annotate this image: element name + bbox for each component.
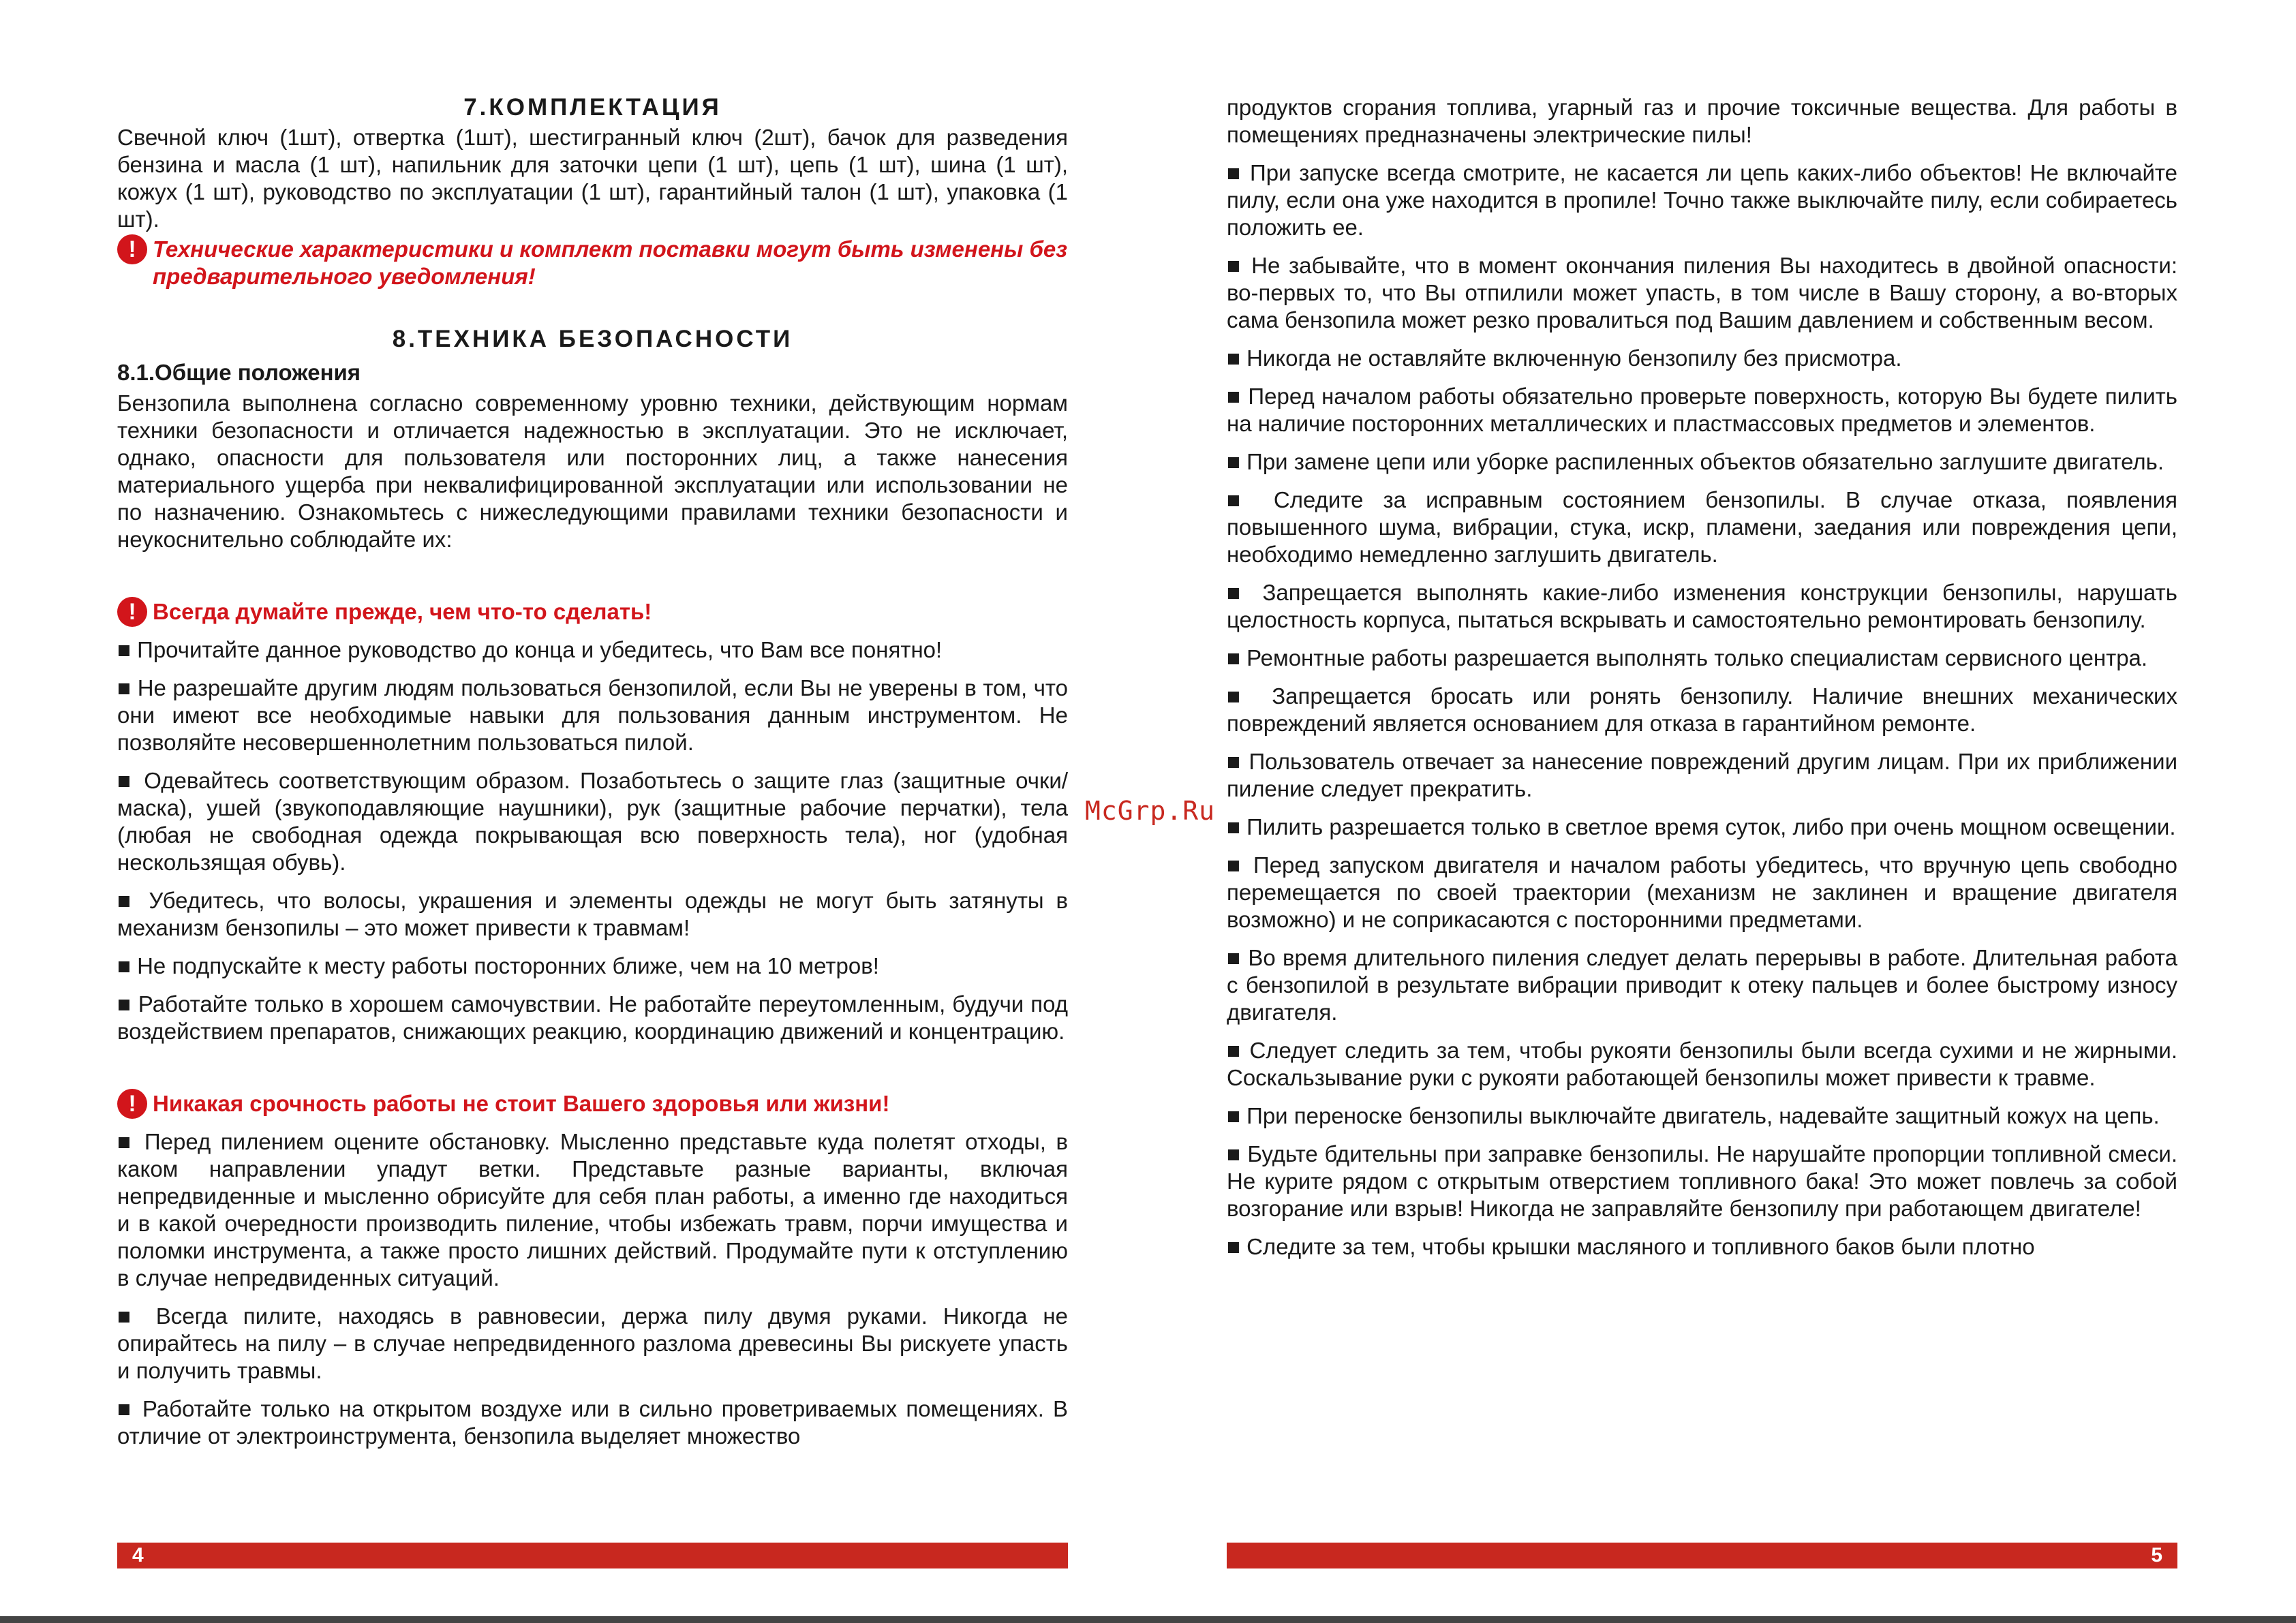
list-item: ■ Убедитесь, что волосы, украшения и элементы одежды не могут быть затянуты в механизм бензопилы – это может привести к травмам!: [117, 888, 1068, 940]
list-item: ■ Никогда не оставляйте включенную бензопилу без присмотра.: [1227, 345, 1902, 371]
list-item: ■ Перед началом работы обязательно проверьте поверхность, которую Вы будете пилить на наличие посторонних металлических и пластмассовых предметов и элементов.: [1227, 384, 2177, 436]
left-page: [117, 89, 1068, 1461]
watermark: McGrp.Ru: [1085, 796, 1216, 826]
page-footer-left: [117, 1543, 1068, 1568]
subsection-8-1-title: 8.1.Общие положения: [117, 360, 361, 385]
page-footer-right: [1227, 1543, 2177, 1568]
warning-think: [117, 598, 1068, 627]
list-item: ■ При запуске всегда смотрите, не касается ли цепь каких-либо объектов! Не включайте пилу, если она уже находится в пропиле! Точно также выключайте пилу, если собираетесь положить ее.: [1227, 160, 2177, 240]
list-item: ■ Будьте бдительны при заправке бензопилы. Не нарушайте пропорции топливной смеси. Не курите рядом с открытым отверстием топливного бака! Это может повлечь за собой возгорание или взрыв! Никогда не заправляйте бензопилу при работающем двигателе!: [1227, 1141, 2177, 1221]
exclamation-icon: !: [117, 597, 147, 627]
warning-think-text: Всегда думайте прежде, чем что-то сделать!: [153, 599, 652, 624]
page-number: 5: [2151, 1544, 2162, 1566]
list-item: ■ Следите за тем, чтобы крышки масляного и топливного баков были плотно: [1227, 1234, 2035, 1259]
list-item: ■ Не разрешайте другим людям пользоваться бензопилой, если Вы не уверены в том, что они имеют все необходимые навыки для пользования данным инструментом. Не позволяйте несовершеннолетним пользоваться пилой.: [117, 675, 1068, 755]
list-item: ■ Запрещается бросать или ронять бензопилу. Наличие внешних механических повреждений является основанием для отказа в гарантийном ремонте.: [1227, 683, 2177, 736]
section8-title: 8.ТЕХНИКА БЕЗОПАСНОСТИ: [392, 326, 793, 352]
list-item: ■ Запрещается выполнять какие-либо изменения конструкции бензопилы, нарушать целостность корпуса, пытаться вскрывать и самостоятельно ремонтировать бензопилу.: [1227, 580, 2177, 632]
list-item: ■ При замене цепи или уборке распиленных объектов обязательно заглушите двигатель.: [1227, 449, 2164, 474]
list-item: ■ Одевайтесь соответствующим образом. Позаботьтесь о защите глаз (защитные очки/маска), ушей (звукоподавляющие наушники), рук (защитные рабочие перчатки), тела (любая не свободная одежда покрывающая всю поверхность тела), ног (удобная нескользящая обувь).: [117, 768, 1068, 875]
section7-text: Свечной ключ (1шт), отвертка (1шт), шестигранный ключ (2шт), бачок для разведения бензина и масла (1 шт), напильник для заточки цепи (1 шт), цепь (1 шт), шина (1 шт), кожух (1 шт), руководство по эксплуатации (1 шт), гарантийный талон (1 шт), упаковка (1 шт).: [117, 125, 1068, 232]
list-item: ■ Во время длительного пиления следует делать перерывы в работе. Длительная работа с бензопилой в результате вибрации приводит к отеку пальцев и более быстрому износу двигателя.: [1227, 945, 2177, 1025]
list-item: ■ Не забывайте, что в момент окончания пиления Вы находитесь в двойной опасности: во-первых то, что Вы отпилили может упасть, в том числе в Вашу сторону, а во-вторых сама бензопила может резко провалиться под Вашим давлением и собственным весом.: [1227, 253, 2177, 333]
list-item: ■ Пользователь отвечает за нанесение повреждений другим лицам. При их приближении пиление следует прекратить.: [1227, 749, 2177, 801]
list-item: ■ Перед запуском двигателя и началом работы убедитесь, что вручную цепь свободно перемещается по своей траектории (механизм не заклинен и вращение двигателя возможно) и не соприкасаются с посторонними предметами.: [1227, 852, 2177, 932]
list-item: ■ При переноске бензопилы выключайте двигатель, надевайте защитный кожух на цепь.: [1227, 1103, 2160, 1128]
list-item: ■ Всегда пилите, находясь в равновесии, держа пилу двумя руками. Никогда не опирайтесь на пилу – в случае непредвиденного разлома древесины Вы рискуете упасть и получить травмы.: [117, 1303, 1068, 1383]
list-item: ■ Следите за исправным состоянием бензопилы. В случае отказа, появления повышенного шума, вибрации, стука, искр, пламени, заедания или повреждения цепи, необходимо немедленно заглушить двигатель.: [1227, 487, 2177, 567]
exclamation-icon: !: [117, 234, 147, 264]
list-item: ■ Следует следить за тем, чтобы рукояти бензопилы были всегда сухими и не жирными. Соскальзывание руки с рукояти работающей бензопилы может привести к травме.: [1227, 1038, 2177, 1090]
exclamation-icon: !: [117, 1089, 147, 1119]
list-item: ■ Ремонтные работы разрешается выполнять только специалистам сервисного центра.: [1227, 645, 2148, 670]
list-item: ■ Перед пилением оцените обстановку. Мысленно представьте куда полетят отходы, в каком направлении упадут ветки. Представьте разные варианты, включая непредвиденные и мысленно обрисуйте для себя план работы, а именно где находиться и в какой очередности производить пиление, чтобы избежать травм, порчи имущества и поломки инструмента, а также просто лишних действий. Продумайте пути к отступлению в случае непредвиденных ситуаций.: [117, 1129, 1068, 1290]
scan-edge: [0, 1616, 2296, 1623]
warning-health: [117, 1090, 1068, 1119]
right-page: [1227, 94, 2177, 1271]
list-item: ■ Работайте только в хорошем самочувствии. Не работайте переутомленным, будучи под воздействием препаратов, снижающих реакцию, координацию движений и концентрацию.: [117, 991, 1068, 1044]
page-number: 4: [132, 1544, 144, 1566]
notice-warning: [117, 236, 1068, 290]
warning-health-text: Никакая срочность работы не стоит Вашего здоровья или жизни!: [153, 1091, 890, 1116]
notice-text: Технические характеристики и комплект поставки могут быть изменены без предварительного уведомления!: [153, 236, 1068, 289]
list-item: ■ Не подпускайте к месту работы посторонних ближе, чем на 10 метров!: [117, 953, 879, 978]
intro-paragraph: Бензопила выполнена согласно современному уровню техники, действующим нормам техники безопасности и отличается надежностью в эксплуатации. Это не исключает, однако, опасности для пользователя или посторонних лиц, а также нанесения материального ущерба при неквалифицированной эксплуатации или использовании не по назначению. Ознакомьтесь с нижеследующими правилами техники безопасности и неукоснительно соблюдайте их:: [117, 390, 1068, 552]
list-item: продуктов сгорания топлива, угарный газ и прочие токсичные вещества. Для работы в помещениях предназначены электрические пилы!: [1227, 95, 2177, 147]
list-item: ■ Работайте только на открытом воздухе или в сильно проветриваемых помещениях. В отличие от электроинструмента, бензопила выделяет множество: [117, 1396, 1068, 1449]
section7-title: 7.КОМПЛЕКТАЦИЯ: [463, 94, 722, 121]
list-item: ■ Прочитайте данное руководство до конца и убедитесь, что Вам все понятно!: [117, 637, 943, 662]
list-item: ■ Пилить разрешается только в светлое время суток, либо при очень мощном освещении.: [1227, 814, 2176, 839]
